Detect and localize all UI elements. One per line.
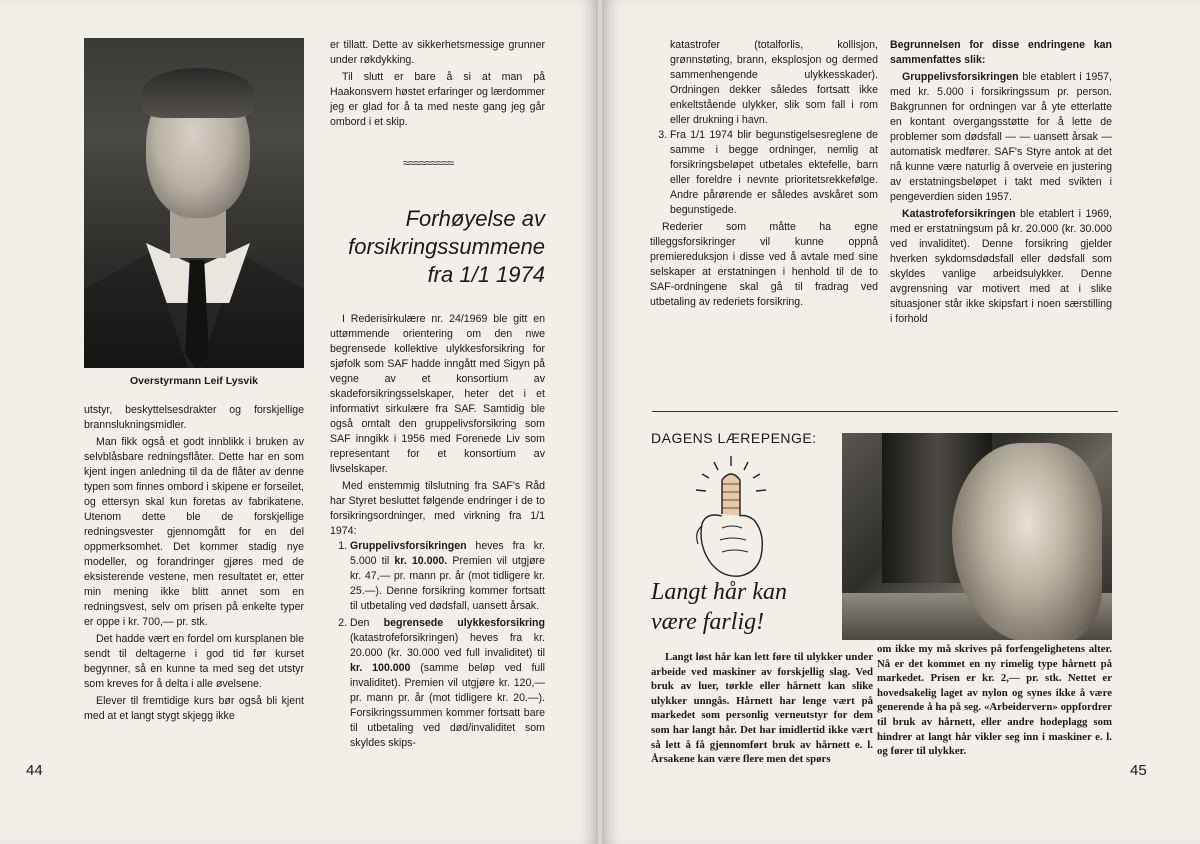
page-number-right: 45 (1130, 762, 1147, 779)
paragraph-text: ble etablert i 1969, med er erstatningsum på kr. 20.000 (kr. 30.000 ved invaliditet). Denne forsikring gjelder hverken sykdomsdødsfall eller dødsfall som skyldes vanlige arbeidsulykker. Denne avgrensning var motivert med at i slike situasjoner står ikke skipsfart i noen særstilling i forhold (890, 208, 1112, 325)
list-text: Den (350, 617, 384, 629)
paragraph-text: ble etablert i 1957, med kr. 5.000 i forsikringssum pr. person. Bakgrunnen for ordningen var å yte etterlatte en kontant overgangsstøtte for å lette de problemer som dødsfall — — uansett årsak — automatisk medfører. SAF's Styre antok at det nå kunne være naturlig å overveie en justering av erstatningsbeløpet i takt med svikten i pengeverdien siden 1957. (890, 71, 1112, 203)
bold-amount: kr. 10.000. (394, 555, 448, 567)
big-headline (651, 577, 841, 637)
left-column-2-top (330, 38, 545, 130)
title-line: Forhøyelse av (405, 206, 545, 231)
headline-line: være farlig! (651, 609, 765, 635)
change-list-continued (650, 128, 878, 218)
list-text: Premien vil utgjøre kr. 47,— pr. mann pr. år (mot tidligere kr. 25.—). Denne forsikring kommer fortsatt til utbetaling ved dødsfall, uansett årsak. (350, 555, 545, 612)
machine-hair-photo (842, 433, 1112, 640)
change-list (330, 539, 545, 751)
paragraph: Det hadde vært en fordel om kursplanen ble sendt til deltagerne i god tid før kurset begynner, så en kunne ta med seg det utstyr som kreves for å delta i alle øvelsene. (84, 633, 304, 690)
bottom-column-2 (877, 642, 1112, 759)
right-column-2 (890, 38, 1112, 327)
paragraph: om ikke my må skrives på forfengelighetens alter. Nå er det kommet en ny rimelig type hårnett på markedet. Prisen er kr. 2,— pr. stk. Nettet er hovedsakelig laget av nylon og synes ikke å være generende å ha på seg. «Arbeidervern» oppfordrer til bruk av hårnett, eller andre hodeplagg som hindrer at langt hår vikler seg inn i maskiner e. l. og fører til ulykker. (877, 643, 1112, 758)
page-number-left: 44 (26, 762, 43, 779)
section-heading: Begrunnelsen for disse endringene kan sammenfattes slik: (890, 39, 1112, 66)
bottom-column-1 (651, 650, 873, 767)
paragraph: katastrofer (totalforlis, kollisjon, grønnstøting, brann, eksplosjon og dermed sammenhengende ulykkesskader). Ordningen dekker således fortsatt ikke enkeltstående ulykker, slik som fall i rom eller drukning i havn. (670, 39, 878, 126)
paragraph: Med enstemmig tilslutning fra SAF's Råd har Styret besluttet følgende endringer i de to forsikringsordninger, med virkning fra 1/1 1974: (330, 480, 545, 537)
paragraph: Rederier som måtte ha egne tilleggsforsikringer vil kunne oppnå premiereduksjon i disse ved å avtale med sine selskaper at erstatningen i henhold til de to SAF-ordningene skal gå til fradrag ved utbetaling av rederiets forsikring. (650, 221, 878, 308)
left-column-1 (84, 403, 304, 724)
photo-hair (142, 68, 254, 118)
section-ornament: ≈≈≈≈≈≈≈≈≈ (402, 156, 454, 170)
list-item (350, 539, 545, 614)
photo-caption: Overstyrmann Leif Lysvik (130, 375, 258, 387)
bold-amount: kr. 100.000 (350, 662, 411, 674)
title-line: fra 1/1 1974 (427, 262, 545, 287)
portrait-photo (84, 38, 304, 368)
list-item (350, 616, 545, 751)
title-line: forsikringssummene (348, 234, 545, 259)
bold-term: Gruppelivsforsikringen (350, 540, 467, 552)
headline-line: Langt hår kan (651, 579, 788, 605)
right-column-1 (650, 38, 878, 310)
list-text: heves fra kr. 5.000 til (350, 540, 545, 567)
article-title (330, 205, 545, 289)
paragraph (890, 70, 1112, 205)
paragraph: utstyr, beskyttelsesdrakter og forskjellige brannslukningsmidler. (84, 404, 304, 431)
left-column-2-body (330, 312, 545, 753)
paragraph: Til slutt er bare å si at man på Haakonsvern høstet erfaringer og lærdommer jeg er glad for å ta med neste gang jeg går ombord i et skip. (330, 71, 545, 128)
paragraph: er tillatt. Dette av sikkerhetsmessige grunner under røkdykking. (330, 39, 545, 66)
paragraph: I Rederisirkulære nr. 24/1969 ble gitt en uttømmende orientering om den nwe begrensede kollektive ulykkesforsikring for sjøfolk som SAF hadde inngått med Sigyn på vegne av et konsortium av skadeforsikringsselskaper, heter det i et informativt sirkulære fra SAF. Samtidig ble også omtalt den gruppelivsforsikring som SAF inngikk i 1956 med Forenede Liv som representant for et konsortium av livselskaper. (330, 313, 545, 475)
left-page (0, 0, 598, 844)
paragraph: Elever til fremtidige kurs bør også bli kjent med at et langt stygt skjegg ikke (84, 695, 304, 722)
pointing-finger-icon (676, 454, 786, 586)
paragraph: Langt løst hår kan lett føre til ulykker under arbeide ved maskiner av forskjellig slag. Ved bruk av luer, tørkle eller hårnett kan slike ulykker unngås. Hårnett har lenge vært på markedet som personlig verneutstyr for dem som har langt hår. Det har imidlertid ikke vært så lett å få gjennomført bruk av hårnett e. l. Årsakene kan være flere men det spørs (651, 651, 873, 766)
list-text: (katastrofeforsikringen) heves fra kr. 20.000 (kr. 30.000 ved full invaliditet) til (350, 632, 545, 659)
bold-term: Katastrofeforsikringen (902, 208, 1016, 220)
list-text: (samme beløp ved full invaliditet). Premien vil utgjøre kr. 120,— pr. mann pr. år (mot tidligere kr. 20.—). Forsikringssummen kommer fortsatt bare til utbetaling ved død/invaliditet som skyldes skips- (350, 662, 545, 749)
bold-term: Gruppelivsforsikringen (902, 71, 1019, 83)
list-item: 3. Fra 1/1 1974 blir begunstigelsesreglene de samme i begge ordninger, nemlig at forsikringsbeløpet utbetales ektefelle, barn eller foreldre i nevnte prioritetsrekkefølge. Andre pårørende er således avskåret som begunstigede. (670, 128, 878, 218)
paragraph: Man fikk også et godt innblikk i bruken av selvblåsbare redningsflåter. Dette har en som kjent ingen anledning til da de flåter av denne typen som finnes ombord i skipene er forseilet, og ettersyn skal kun foretas av fabrikatene. Utenom dette ble de forskjellige redningsvester gjennomgått for en del oppmerksomhet. Det kommer stadig nye modeller, og forandringer gjøres med de eksisterende vestene, men resultatet er, etter min mening ikke blitt annet som en redningsvest, selv om prisen på enkelte typer er oppe i kr. 700,— pr. stk. (84, 436, 304, 628)
paragraph (890, 207, 1112, 327)
section-divider (652, 411, 1112, 412)
bold-term: begrensede ulykkesforsikring (383, 617, 545, 629)
dagens-laerepenge-label: DAGENS LÆREPENGE: (651, 430, 817, 446)
